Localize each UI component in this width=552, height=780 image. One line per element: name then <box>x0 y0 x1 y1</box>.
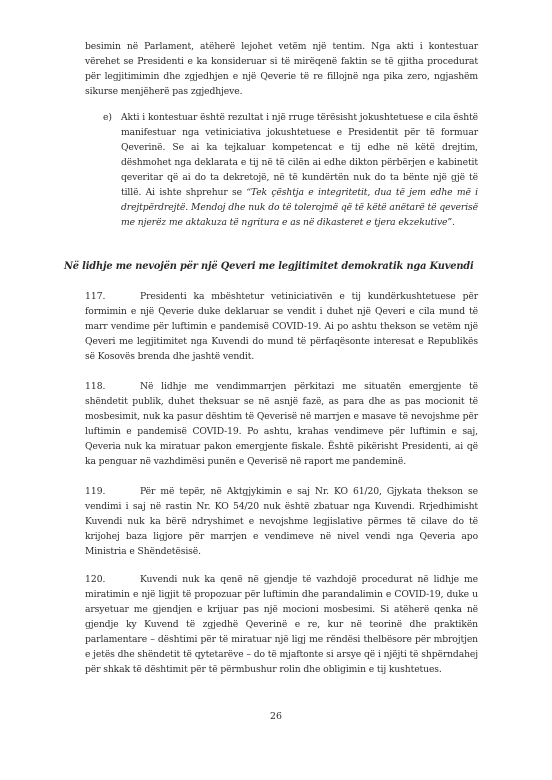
paragraph-number-120: 120. <box>85 574 106 585</box>
list-item-e-text: Akti i kontestuar është rezultat i një rruge tërësisht jokushtetuese e cila është manifestuar nga vetiniciativa jokushtetuese e Presidentit për të formuar Qeverinë. Se ai ka tejkaluar kompetencat e tij edhe në këtë drejtim, dëshmohet nga deklarata e tij në të cilën ai edhe dikton përbërjen e kabinetit qeveritar që ai do ta dekretojë, në të kundërtën nuk do ta bënte një gjë të tillë. Ai ishte shprehur se <box>121 112 478 198</box>
paragraph-119: Për më tepër, në Aktgjykimin e saj Nr. KO 61/20, Gjykata thekson se vendimi i saj në rastin Nr. KO 54/20 nuk është zbatuar nga Kuvendi. Rrjedhimisht Kuvendi nuk ka bërë ndryshimet e nevojshme legjislative përmes të cilave do të krijohej baza ligjore për marrjen e vendimeve në nivel vendi nga Qeveria apo Ministria e Shëndetësisë. <box>85 486 478 557</box>
paragraph-number-117: 117. <box>85 291 106 302</box>
paragraph-120: Kuvendi nuk ka qenë në gjendje të vazhdojë procedurat në lidhje me miratimin e një ligjit të propozuar për luftimin dhe parandalimin e COVID-19, duke u arsyetuar me gjendjen e krijuar pas një mocioni mosbesimi. Si atëherë qenka në gjendje ky Kuvend të zgjedhë Qeverinë e re, kur në teorinë dhe praktikën parlamentare – dështimi për të miratuar një ligj me rëndësi thelbësore për mbrojtjen e jetës dhe shëndetit të qytetarëve – do të mjaftonte si arsye që i njëjti të shpërndahej për shkak të dështimit për të përmbushur rolin dhe obligimin e tij kushtetues. <box>85 574 478 675</box>
paragraph-117: Presidenti ka mbështetur vetiniciativën e tij kundërkushtetuese për formimin e një Qeverie duke deklaruar se vendit i duhet një Qeveri e cila mund të marr vendime për luftimin e pandemisë COVID-19. Ai po ashtu thekson se vetëm një Qeveri me legjitimitet nga Kuvendi do mund të përfaqësonte interesat e Republikës së Kosovës brenda dhe jashtë vendit. <box>85 291 478 362</box>
page-number: 26 <box>270 711 282 722</box>
list-marker-e: e) <box>103 112 113 123</box>
paragraph-118: Në lidhje me vendimmarrjen përkitazi me situatën emergjente të shëndetit publik, duhet theksuar se në asnjë fazë, as para dhe as pas mocionit të mosbesimit, nuk ka pasur dështim të Qeverisë në marrjen e masave të nevojshme për luftimin e pandemisë COVID-19. Po ashtu, krahas vendimeve për luftimin e saj, Qeveria nuk ka miratuar pakon emergjente fiskale. Është pikërisht Presidenti, ai që ka penguar në vazhdimësi punën e Qeverisë në raport me pandeminë. <box>85 381 478 467</box>
list-item-e <box>121 110 478 230</box>
section-heading: Në lidhje me nevojën për një Qeveri me legjitimitet demokratik nga Kuvendi <box>64 261 474 272</box>
list-item-e-quote: “Tek çështja e integritetit, dua të jem edhe më i drejtpërdrejtë. Mendoj dhe nuk do të tolerojmë që të këtë anëtarë të qeverisë me njerëz me aktakuza të ngritura e as në dikasteret e tjera ekzekutive”. <box>121 187 478 228</box>
paragraph-number-119: 119. <box>85 486 106 497</box>
paragraph-number-118: 118. <box>85 381 106 392</box>
paragraph-continuation: besimin në Parlament, atëherë lejohet vetëm një tentim. Nga akti i kontestuar vërehet se Presidenti e ka konsideruar si të mirëqenë faktin se të gjitha procedurat për legjitimimin dhe zgjedhjen e një Qeverie të re fillojnë nga pika zero, ngjashëm sikurse menjëherë pas zgjedhjeve. <box>85 41 478 97</box>
